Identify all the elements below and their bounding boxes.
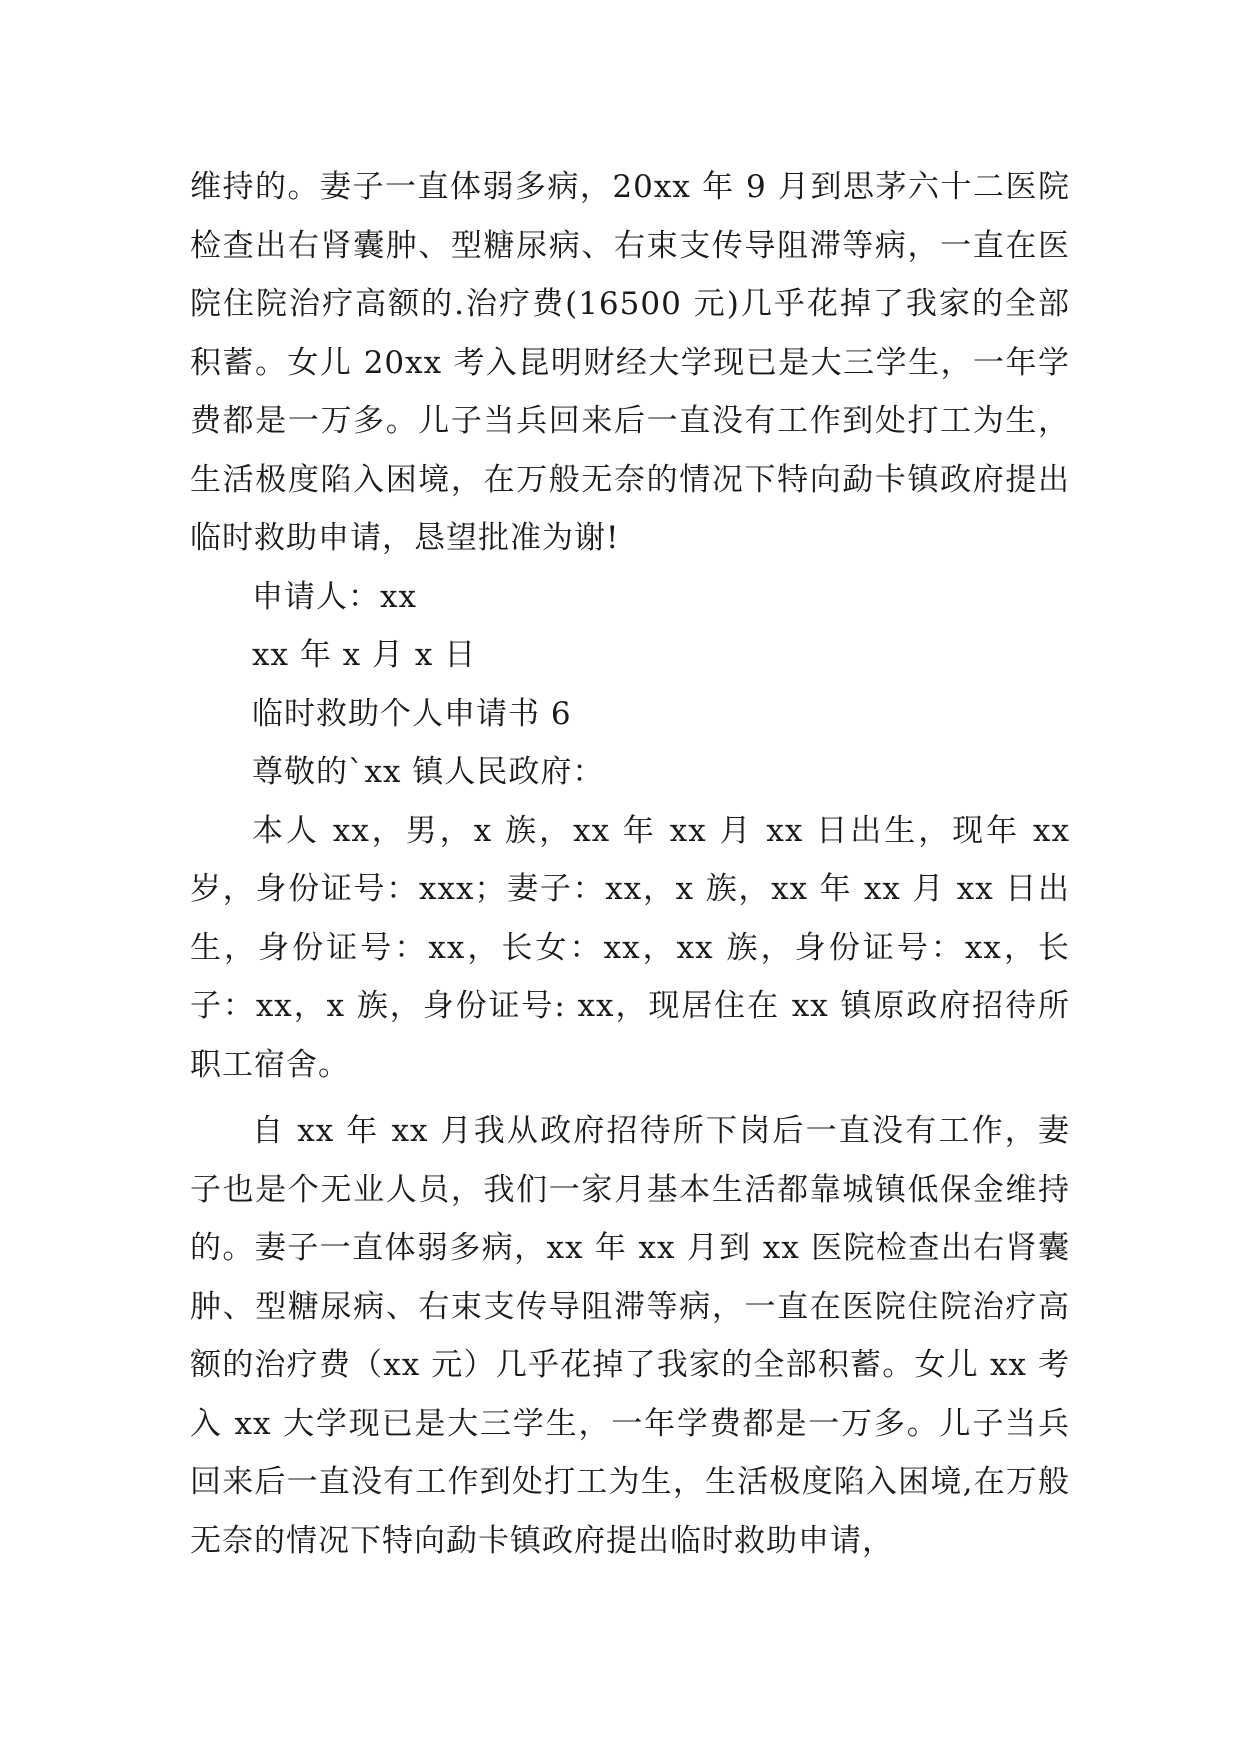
- hardship-paragraph: 自 xx 年 xx 月我从政府招待所下岗后一直没有工作，妻子也是个无业人员，我们一家月基本生活都靠城镇低保金维持的。妻子一直体弱多病，xx 年 xx 月到 xx 医院检查出右肾囊肿、型糖尿病、右束支传导阻滞等病，一直在医院住院治疗高额的治疗费（xx 元）几乎花掉了我家的全部积蓄。女儿 xx 考入 xx 大学现已是大三学生，一年学费都是一万多。儿子当兵回来后一直没有工作到处打工为生，生活极度陷入困境,在万般无奈的情况下特向勐卡镇政府提出临时救助申请，: [190, 1113, 1070, 1559]
- date-line: xx 年 x 月 x 日: [252, 637, 477, 673]
- family-info-paragraph: 本人 xx，男，x 族，xx 年 xx 月 xx 日出生，现年 xx 岁，身份证号：xxx；妻子：xx，x 族，xx 年 xx 月 xx 日出生，身份证号：xx，长女：xx，xx 族，身份证号：xx，长子：xx，x 族，身份证号: xx，现居住在 xx 镇原政府招待所职工宿舍。: [190, 812, 1070, 1083]
- paragraph-continuation: 维持的。妻子一直体弱多病，20xx 年 9 月到思茅六十二医院检查出右肾囊肿、型糖尿病、右束支传导阻滞等病，一直在医院住院治疗高额的.治疗费(16500 元)几乎花掉了我家的全部积蓄。女儿 20xx 考入昆明财经大学现已是大三学生，一年学费都是一万多。儿子当兵回来后一直没有工作到处打工为生，生活极度陷入困境，在万般无奈的情况下特向勐卡镇政府提出临时救助申请，恳望批准为谢!: [190, 169, 1070, 556]
- document-heading: 临时救助个人申请书 6: [252, 695, 572, 732]
- applicant-line: 申请人：xx: [252, 578, 417, 615]
- salutation: 尊敬的`xx 镇人民政府：: [252, 754, 605, 790]
- document-page: [190, 158, 1070, 1570]
